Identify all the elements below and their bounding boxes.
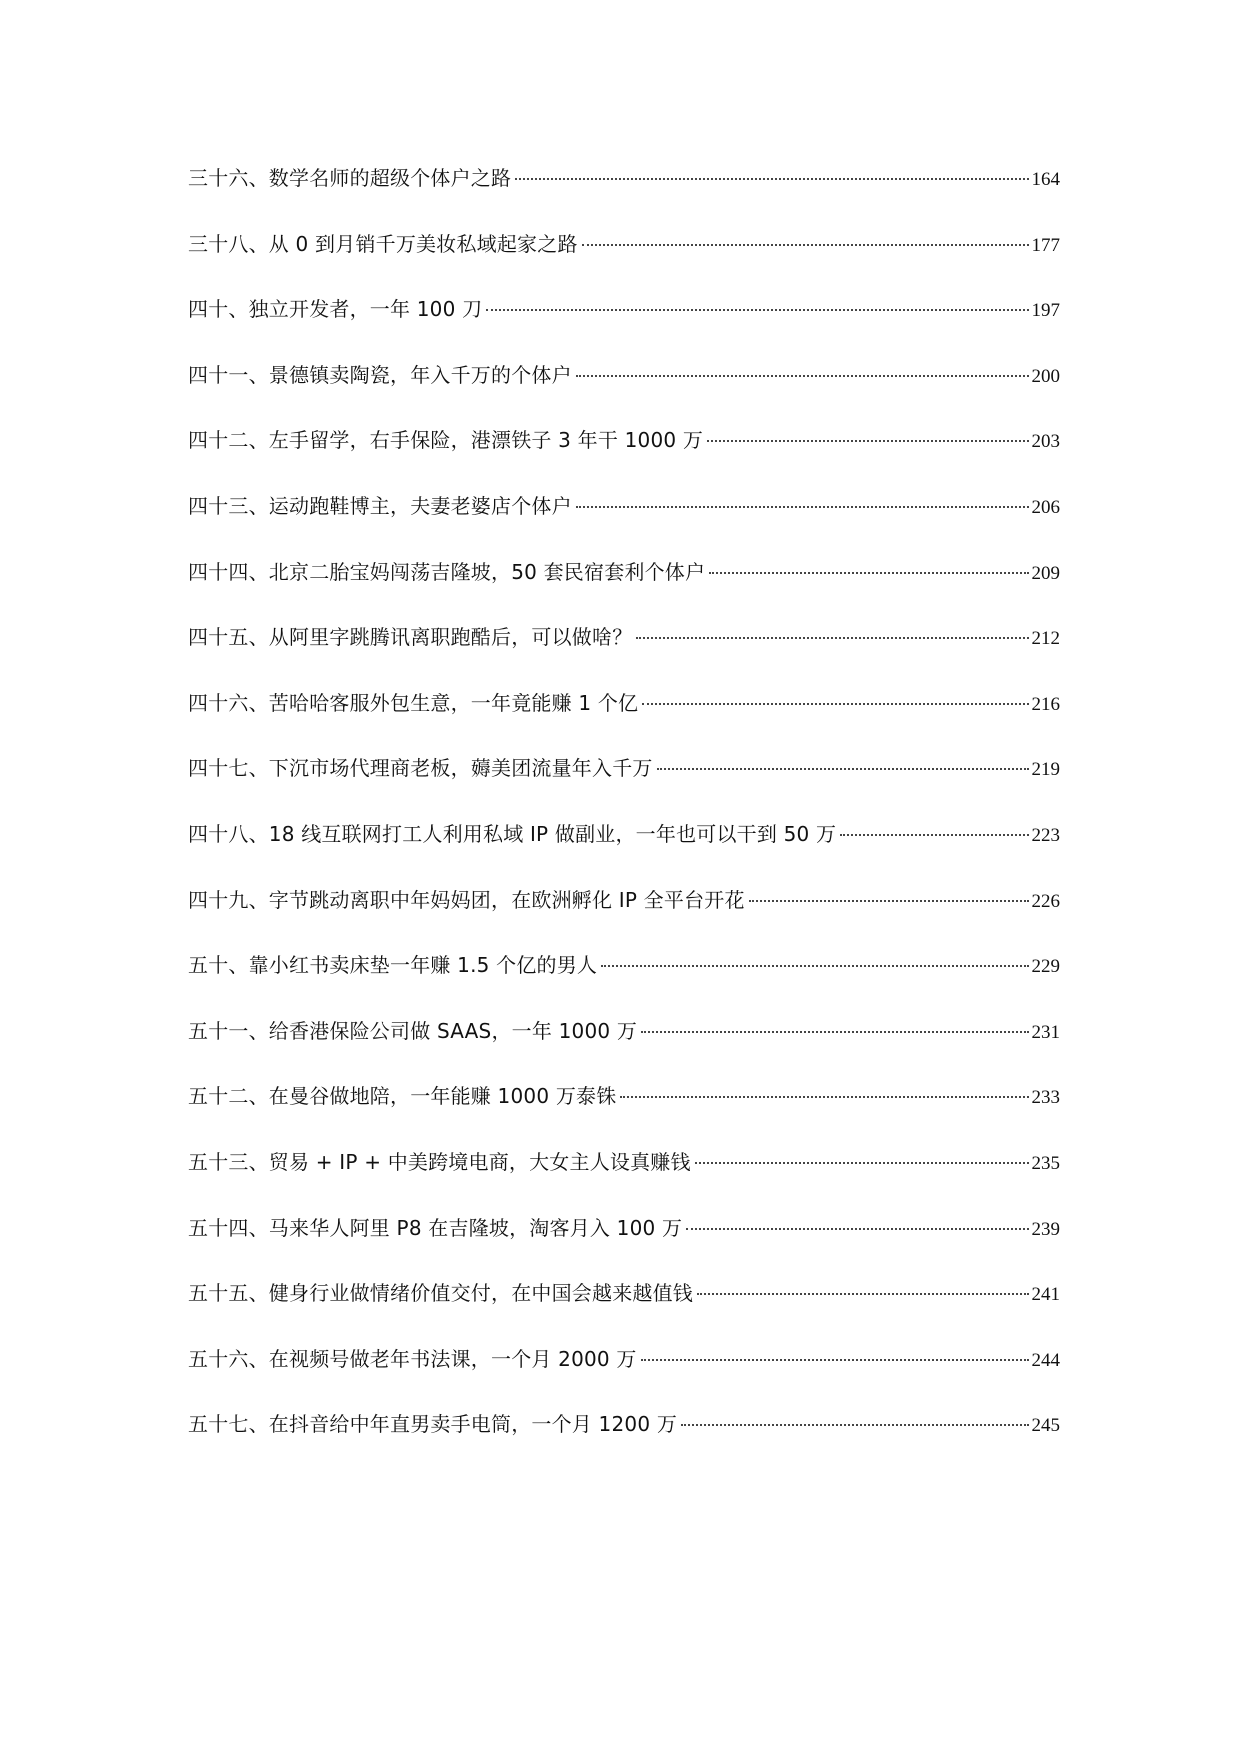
toc-entry-title[interactable]: 五十二、在曼谷做地陪，一年能赚 1000 万泰铢	[188, 1084, 617, 1109]
toc-entry-title[interactable]: 五十七、在抖音给中年直男卖手电筒，一个月 1200 万	[188, 1412, 678, 1437]
toc-entry-page[interactable]: 244	[1031, 1349, 1060, 1371]
toc-entry-title[interactable]: 三十八、从 0 到月销千万美妆私域起家之路	[188, 231, 578, 256]
toc-entry-page[interactable]: 226	[1031, 890, 1060, 912]
toc-entry-title[interactable]: 五十三、贸易 + IP + 中美跨境电商，大女主人设真赚钱	[188, 1149, 691, 1174]
toc-entry-page[interactable]: 231	[1031, 1021, 1060, 1043]
toc-entry[interactable]	[188, 1278, 1060, 1344]
toc-entry[interactable]	[188, 1409, 1060, 1475]
toc-entry[interactable]	[188, 360, 1060, 426]
toc-entry-page[interactable]: 219	[1031, 759, 1060, 781]
toc-entry-title[interactable]: 四十三、运动跑鞋博主，夫妻老婆店个体户	[188, 493, 572, 518]
toc-entry[interactable]	[188, 163, 1060, 229]
toc-entry-page[interactable]: 235	[1031, 1152, 1060, 1174]
dot-leader	[601, 965, 1028, 967]
toc-entry-page[interactable]: 223	[1031, 824, 1060, 846]
toc-entry[interactable]	[188, 622, 1060, 688]
toc-entry-title[interactable]: 四十七、下沉市场代理商老板，薅美团流量年入千万	[188, 756, 653, 781]
dot-leader	[709, 572, 1028, 574]
toc-entry-title[interactable]: 四十九、字节跳动离职中年妈妈团，在欧洲孵化 IP 全平台开花	[188, 887, 745, 912]
toc-entry-page[interactable]: 197	[1031, 300, 1060, 322]
toc-entry-page[interactable]: 212	[1031, 628, 1060, 650]
toc-entry[interactable]	[188, 688, 1060, 754]
dot-leader	[749, 900, 1029, 902]
toc-entry-title[interactable]: 四十六、苦哈哈客服外包生意，一年竟能赚 1 个亿	[188, 690, 639, 715]
toc-entry[interactable]	[188, 753, 1060, 819]
toc-entry[interactable]	[188, 1147, 1060, 1213]
toc-entry-page[interactable]: 177	[1031, 234, 1060, 256]
table-of-contents	[188, 163, 1060, 1475]
toc-entry-page[interactable]: 209	[1031, 562, 1060, 584]
toc-entry-page[interactable]: 164	[1031, 169, 1060, 190]
dot-leader	[576, 375, 1029, 377]
dot-leader	[840, 834, 1028, 836]
toc-entry-title[interactable]: 五十六、在视频号做老年书法课，一个月 2000 万	[188, 1346, 637, 1371]
toc-entry-page[interactable]: 241	[1031, 1284, 1060, 1306]
toc-entry-page[interactable]: 216	[1031, 693, 1060, 715]
dot-leader	[681, 1424, 1028, 1426]
toc-entry[interactable]	[188, 491, 1060, 557]
toc-entry-title[interactable]: 五十四、马来华人阿里 P8 在吉隆坡，淘客月入 100 万	[188, 1215, 683, 1240]
toc-entry-page[interactable]: 239	[1031, 1218, 1060, 1240]
dot-leader	[695, 1162, 1029, 1164]
toc-entry[interactable]	[188, 425, 1060, 491]
toc-entry-title[interactable]: 四十八、18 线互联网打工人利用私域 IP 做副业，一年也可以干到 50 万	[188, 821, 837, 846]
dot-leader	[515, 178, 1028, 180]
toc-entry-title[interactable]: 四十四、北京二胎宝妈闯荡吉隆坡，50 套民宿套利个体户	[188, 559, 706, 584]
toc-entry[interactable]	[188, 1344, 1060, 1410]
toc-entry[interactable]	[188, 1016, 1060, 1082]
toc-entry-page[interactable]: 206	[1031, 496, 1060, 518]
toc-entry-title[interactable]: 三十六、数学名师的超级个体户之路	[188, 166, 512, 190]
toc-entry-title[interactable]: 四十五、从阿里字跳腾讯离职跑酷后，可以做啥？	[188, 625, 633, 650]
toc-entry[interactable]	[188, 950, 1060, 1016]
dot-leader	[576, 506, 1029, 508]
toc-entry-title[interactable]: 四十二、左手留学，右手保险，港漂铁子 3 年干 1000 万	[188, 428, 704, 453]
dot-leader	[641, 1031, 1028, 1033]
dot-leader	[486, 309, 1028, 311]
toc-entry-title[interactable]: 四十、独立开发者，一年 100 刀	[188, 297, 483, 322]
toc-entry[interactable]	[188, 819, 1060, 885]
dot-leader	[642, 703, 1028, 705]
dot-leader	[697, 1293, 1029, 1295]
dot-leader	[636, 637, 1028, 639]
toc-entry-page[interactable]: 203	[1031, 431, 1060, 453]
toc-entry[interactable]	[188, 229, 1060, 295]
toc-entry[interactable]	[188, 1081, 1060, 1147]
toc-entry[interactable]	[188, 885, 1060, 951]
toc-entry-title[interactable]: 五十五、健身行业做情绪价值交付，在中国会越来越值钱	[188, 1281, 693, 1306]
dot-leader	[620, 1096, 1028, 1098]
toc-entry-title[interactable]: 五十、靠小红书卖床垫一年赚 1.5 个亿的男人	[188, 953, 598, 978]
toc-entry-page[interactable]: 200	[1031, 365, 1060, 387]
toc-entry-title[interactable]: 五十一、给香港保险公司做 SAAS，一年 1000 万	[188, 1018, 638, 1043]
dot-leader	[641, 1359, 1029, 1361]
dot-leader	[686, 1228, 1028, 1230]
dot-leader	[657, 768, 1029, 770]
toc-entry[interactable]	[188, 294, 1060, 360]
toc-entry-title[interactable]: 四十一、景德镇卖陶瓷，年入千万的个体户	[188, 362, 572, 387]
toc-entry-page[interactable]: 245	[1031, 1415, 1060, 1437]
toc-entry-page[interactable]: 233	[1031, 1087, 1060, 1109]
toc-entry[interactable]	[188, 557, 1060, 623]
dot-leader	[582, 244, 1029, 246]
toc-entry[interactable]	[188, 1213, 1060, 1279]
dot-leader	[707, 440, 1028, 442]
toc-entry-page[interactable]: 229	[1031, 956, 1060, 978]
